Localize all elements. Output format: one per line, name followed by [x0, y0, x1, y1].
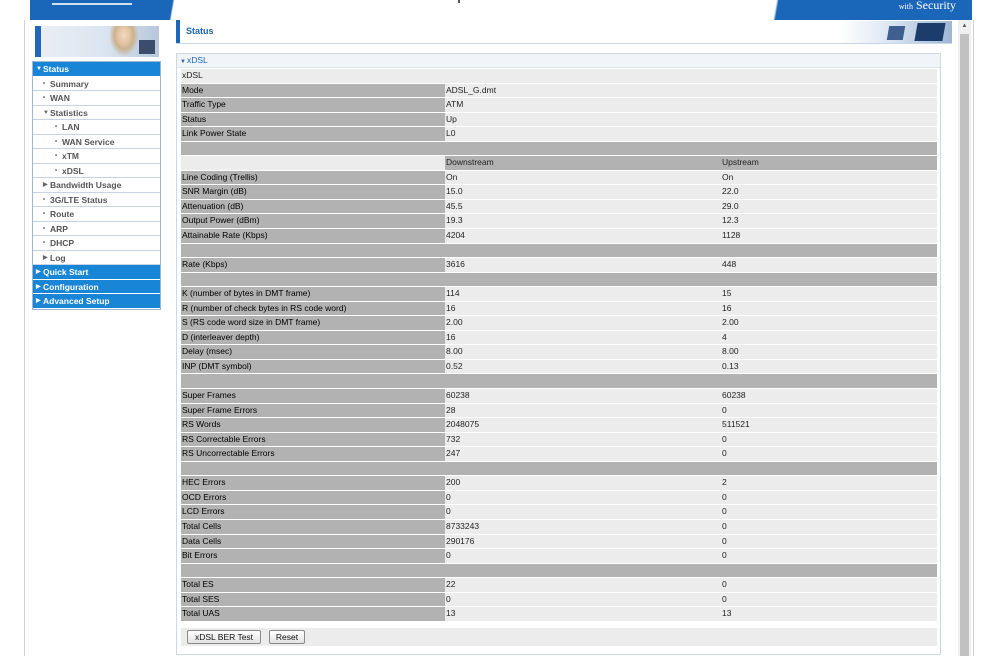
- table-row: [181, 258, 937, 273]
- downstream-value: 0.52: [445, 360, 721, 374]
- sidebar-item-xtm[interactable]: • xTM: [33, 149, 160, 164]
- downstream-value: 0: [445, 593, 721, 607]
- sidebar-item-wan-service[interactable]: • WAN Service: [33, 135, 160, 150]
- monitor-photo-icon: [139, 40, 155, 54]
- upstream-value: On: [721, 171, 937, 185]
- sidebar-photo: [35, 26, 159, 57]
- table-row: [181, 360, 937, 375]
- caret-down-icon: ▼: [43, 109, 49, 116]
- upstream-value: 0: [721, 578, 937, 592]
- row-value: ADSL_G.dmt: [445, 84, 937, 98]
- downstream-value: 4204: [445, 229, 721, 243]
- column-header-blank: [181, 156, 445, 170]
- xdsl-stats-table: [181, 69, 937, 622]
- downstream-value: 60238: [445, 389, 721, 403]
- sidebar-item-bandwidth-usage[interactable]: ▶ Bandwidth Usage: [33, 178, 160, 193]
- upstream-value: 0: [721, 549, 937, 563]
- row-label: SNR Margin (dB): [181, 185, 445, 199]
- bullet-icon: •: [43, 196, 46, 203]
- table-row: [181, 302, 937, 317]
- column-header-upstream: Upstream: [721, 156, 937, 170]
- downstream-value: 0: [445, 549, 721, 563]
- table-column-header: [181, 156, 937, 171]
- row-label: OCD Errors: [181, 491, 445, 505]
- row-value: Up: [445, 113, 937, 127]
- table-row: [181, 287, 937, 302]
- row-label: Bit Errors: [181, 549, 445, 563]
- upstream-value: 0: [721, 593, 937, 607]
- downstream-value: 732: [445, 433, 721, 447]
- bullet-icon: •: [43, 211, 46, 217]
- row-label: RS Uncorrectable Errors: [181, 447, 445, 461]
- table-row: [181, 171, 937, 186]
- header-accent: [176, 20, 180, 43]
- row-label: LCD Errors: [181, 505, 445, 519]
- upstream-value: 0: [721, 447, 937, 461]
- downstream-value: 8733243: [445, 520, 721, 534]
- downstream-value: 114: [445, 287, 721, 301]
- row-label: RS Correctable Errors: [181, 433, 445, 447]
- downstream-value: 13: [445, 607, 721, 621]
- downstream-value: 15.0: [445, 185, 721, 199]
- row-label: S (RS code word size in DMT frame): [181, 316, 445, 330]
- brand-text: with Security: [898, 0, 956, 12]
- upstream-value: 511521: [721, 418, 937, 432]
- row-value: L0: [445, 127, 937, 141]
- table-spacer-row: [181, 564, 937, 579]
- table-section-header: xDSL: [181, 69, 937, 84]
- table-row: [181, 84, 937, 99]
- caret-right-icon: ▶: [43, 182, 48, 188]
- upstream-value: 15: [721, 287, 937, 301]
- table-spacer-row: [181, 374, 937, 389]
- bullet-icon: •: [55, 138, 58, 145]
- button-bar: [181, 628, 937, 646]
- table-row: [181, 113, 937, 128]
- column-header-downstream: Downstream: [445, 156, 721, 170]
- sidebar-item-3g-lte-status[interactable]: • 3G/LTE Status: [33, 193, 160, 208]
- row-label: Total SES: [181, 593, 445, 607]
- table-row: [181, 535, 937, 550]
- scroll-up-icon[interactable]: ▲: [961, 23, 968, 29]
- upstream-value: 448: [721, 258, 937, 272]
- table-spacer-row: [181, 462, 937, 477]
- sidebar-item-quick-start[interactable]: ▶ Quick Start: [33, 265, 160, 280]
- table-row: [181, 316, 937, 331]
- row-label: HEC Errors: [181, 476, 445, 490]
- row-label: Link Power State: [181, 127, 445, 141]
- sidebar-item-xdsl[interactable]: • xDSL: [33, 164, 160, 179]
- downstream-value: 8.00: [445, 345, 721, 359]
- upstream-value: 4: [721, 331, 937, 345]
- table-row: [181, 345, 937, 360]
- downstream-value: 28: [445, 404, 721, 418]
- row-label: Attenuation (dB): [181, 200, 445, 214]
- sidebar-item-wan[interactable]: • WAN: [33, 91, 160, 106]
- row-label: Delay (msec): [181, 345, 445, 359]
- row-label: RS Words: [181, 418, 445, 432]
- caret-right-icon: ▶: [36, 298, 41, 304]
- table-spacer-row: [181, 273, 937, 288]
- table-row: [181, 433, 937, 448]
- table-row: [181, 593, 937, 608]
- table-row: [181, 607, 937, 622]
- table-row: [181, 476, 937, 491]
- sidebar-item-route[interactable]: • Route: [33, 207, 160, 222]
- caret-down-icon: ▼: [180, 59, 186, 65]
- caret-right-icon: ▶: [36, 269, 41, 275]
- vertical-scrollbar[interactable]: [958, 20, 971, 656]
- table-row: [181, 520, 937, 535]
- row-label: Super Frames: [181, 389, 445, 403]
- xdsl-panel: [176, 53, 941, 655]
- upstream-value: 16: [721, 302, 937, 316]
- top-banner: [30, 0, 972, 20]
- bullet-icon: •: [43, 80, 46, 87]
- bullet-icon: •: [43, 95, 46, 101]
- upstream-value: 0: [721, 505, 937, 519]
- bullet-icon: •: [43, 240, 46, 246]
- sidebar-item-log[interactable]: ▶ Log: [33, 251, 160, 266]
- table-row: [181, 127, 937, 142]
- bullet-icon: •: [55, 124, 58, 130]
- row-label: Status: [181, 113, 445, 127]
- table-row: [181, 447, 937, 462]
- downstream-value: 16: [445, 331, 721, 345]
- sidebar-item-configuration[interactable]: ▶ Configuration: [33, 280, 160, 295]
- table-row: [181, 404, 937, 419]
- row-label: Total Cells: [181, 520, 445, 534]
- banner-mark: [458, 0, 460, 3]
- table-row: [181, 491, 937, 506]
- table-row: [181, 200, 937, 215]
- row-value: ATM: [445, 98, 937, 112]
- upstream-value: 0.13: [721, 360, 937, 374]
- page-title: Status: [186, 26, 214, 36]
- upstream-value: 0: [721, 520, 937, 534]
- upstream-value: 2.00: [721, 316, 937, 330]
- table-spacer-row: [181, 142, 937, 157]
- upstream-value: 60238: [721, 389, 937, 403]
- table-row: [181, 98, 937, 113]
- monitor-icon: [914, 23, 945, 41]
- row-label: K (number of bytes in DMT frame): [181, 287, 445, 301]
- table-row: [181, 331, 937, 346]
- upstream-value: 0: [721, 404, 937, 418]
- upstream-value: 0: [721, 535, 937, 549]
- bullet-icon: •: [55, 153, 58, 159]
- reset-button[interactable]: Reset: [269, 630, 305, 644]
- caret-right-icon: ▶: [43, 254, 48, 261]
- sidebar-item-lan[interactable]: • LAN: [33, 120, 160, 135]
- downstream-value: 0: [445, 505, 721, 519]
- table-spacer-row: [181, 244, 937, 259]
- scroll-thumb[interactable]: [960, 34, 969, 656]
- header-image: [840, 21, 952, 43]
- downstream-value: 0: [445, 491, 721, 505]
- sidebar-menu: [32, 61, 161, 310]
- sidebar-item-advanced-setup[interactable]: ▶ Advanced Setup: [33, 294, 160, 309]
- downstream-value: 2048075: [445, 418, 721, 432]
- row-label: Rate (Kbps): [181, 258, 445, 272]
- downstream-value: 3616: [445, 258, 721, 272]
- xdsl-ber-test-button[interactable]: xDSL BER Test: [187, 630, 261, 644]
- table-row: [181, 214, 937, 229]
- downstream-value: On: [445, 171, 721, 185]
- frame-border-right: [973, 20, 974, 656]
- sidebar-item-dhcp[interactable]: • DHCP: [33, 236, 160, 251]
- table-row: [181, 185, 937, 200]
- upstream-value: 1128: [721, 229, 937, 243]
- downstream-value: 16: [445, 302, 721, 316]
- banner-brand-area: [757, 0, 972, 20]
- row-label: D (interleaver depth): [181, 331, 445, 345]
- row-label: Mode: [181, 84, 445, 98]
- frame-border-left: [24, 20, 25, 656]
- upstream-value: 29.0: [721, 200, 937, 214]
- row-label: Attainable Rate (Kbps): [181, 229, 445, 243]
- bullet-icon: •: [55, 167, 58, 174]
- upstream-value: 0: [721, 491, 937, 505]
- row-label: Super Frame Errors: [181, 404, 445, 418]
- upstream-value: 12.3: [721, 214, 937, 228]
- panel-title-toggle[interactable]: ▼xDSL: [177, 54, 940, 68]
- sidebar-item-summary[interactable]: • Summary: [33, 77, 160, 92]
- table-row: [181, 549, 937, 564]
- downstream-value: 22: [445, 578, 721, 592]
- row-label: Total UAS: [181, 607, 445, 621]
- caret-right-icon: ▶: [36, 283, 41, 290]
- downstream-value: 19.3: [445, 214, 721, 228]
- banner-logo-area: [30, 0, 205, 20]
- row-label: Total ES: [181, 578, 445, 592]
- table-row: [181, 229, 937, 244]
- row-label: Output Power (dBm): [181, 214, 445, 228]
- table-row: [181, 505, 937, 520]
- downstream-value: 247: [445, 447, 721, 461]
- upstream-value: 2: [721, 476, 937, 490]
- bullet-icon: •: [43, 225, 46, 232]
- content-header: [176, 20, 952, 44]
- sidebar-item-statistics[interactable]: ▼Statistics: [33, 106, 160, 121]
- downstream-value: 200: [445, 476, 721, 490]
- sidebar-item-status[interactable]: ▼Status: [33, 62, 160, 77]
- row-label: Line Coding (Trellis): [181, 171, 445, 185]
- table-row: [181, 578, 937, 593]
- row-label: INP (DMT symbol): [181, 360, 445, 374]
- row-label: Traffic Type: [181, 98, 445, 112]
- row-label: Data Cells: [181, 535, 445, 549]
- downstream-value: 2.00: [445, 316, 721, 330]
- caret-down-icon: ▼: [36, 66, 42, 72]
- monitor-icon: [887, 26, 905, 40]
- upstream-value: 22.0: [721, 185, 937, 199]
- table-row: [181, 389, 937, 404]
- sidebar-item-arp[interactable]: • ARP: [33, 222, 160, 237]
- person-photo-icon: [109, 26, 139, 57]
- table-row: [181, 418, 937, 433]
- upstream-value: 0: [721, 433, 937, 447]
- downstream-value: 290176: [445, 535, 721, 549]
- upstream-value: 13: [721, 607, 937, 621]
- downstream-value: 45.5: [445, 200, 721, 214]
- upstream-value: 8.00: [721, 345, 937, 359]
- row-label: R (number of check bytes in RS code word): [181, 302, 445, 316]
